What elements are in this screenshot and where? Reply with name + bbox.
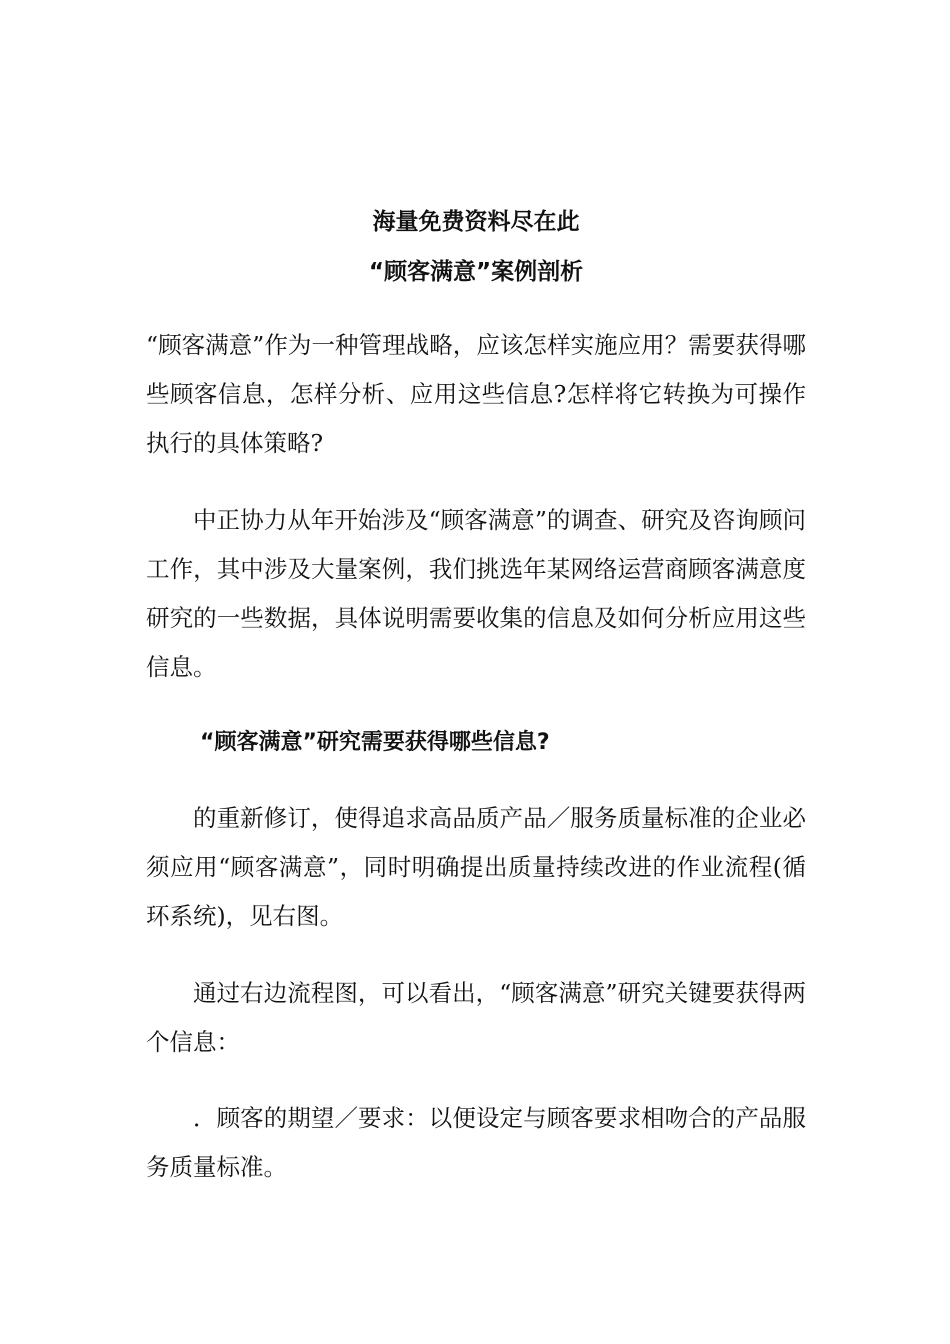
body-paragraph-flowchart: 通过右边流程图，可以看出，“顾客满意”研究关键要获得两个信息： [146, 979, 806, 1056]
header-tagline: 海量免费资料尽在此 [372, 209, 580, 235]
document-title: “顾客满意”案例剖析 [368, 259, 584, 285]
body-paragraph-revision: 的重新修订，使得追求高品质产品／服务质量标准的企业必须应用“顾客满意”，同时明确提出质量持续改进的作业流程(循环系统)，见右图。 [146, 804, 806, 930]
section-heading: “顾客满意”研究需要获得哪些信息? [200, 730, 550, 755]
body-paragraph-background: 中正协力从年开始涉及“顾客满意”的调查、研究及咨询顾问工作，其中涉及大量案例，我们挑选年某网络运营商顾客满意度研究的一些数据，具体说明需要收集的信息及如何分析应用这些信息。 [146, 506, 806, 681]
body-paragraph-expectations: ．顾客的期望／要求：以便设定与顾客要求相吻合的产品服务质量标准。 [146, 1104, 806, 1181]
body-paragraph-intro: “顾客满意”作为一种管理战略，应该怎样实施应用？需要获得哪些顾客信息，怎样分析、应用这些信息?怎样将它转换为可操作执行的具体策略? [146, 331, 806, 457]
